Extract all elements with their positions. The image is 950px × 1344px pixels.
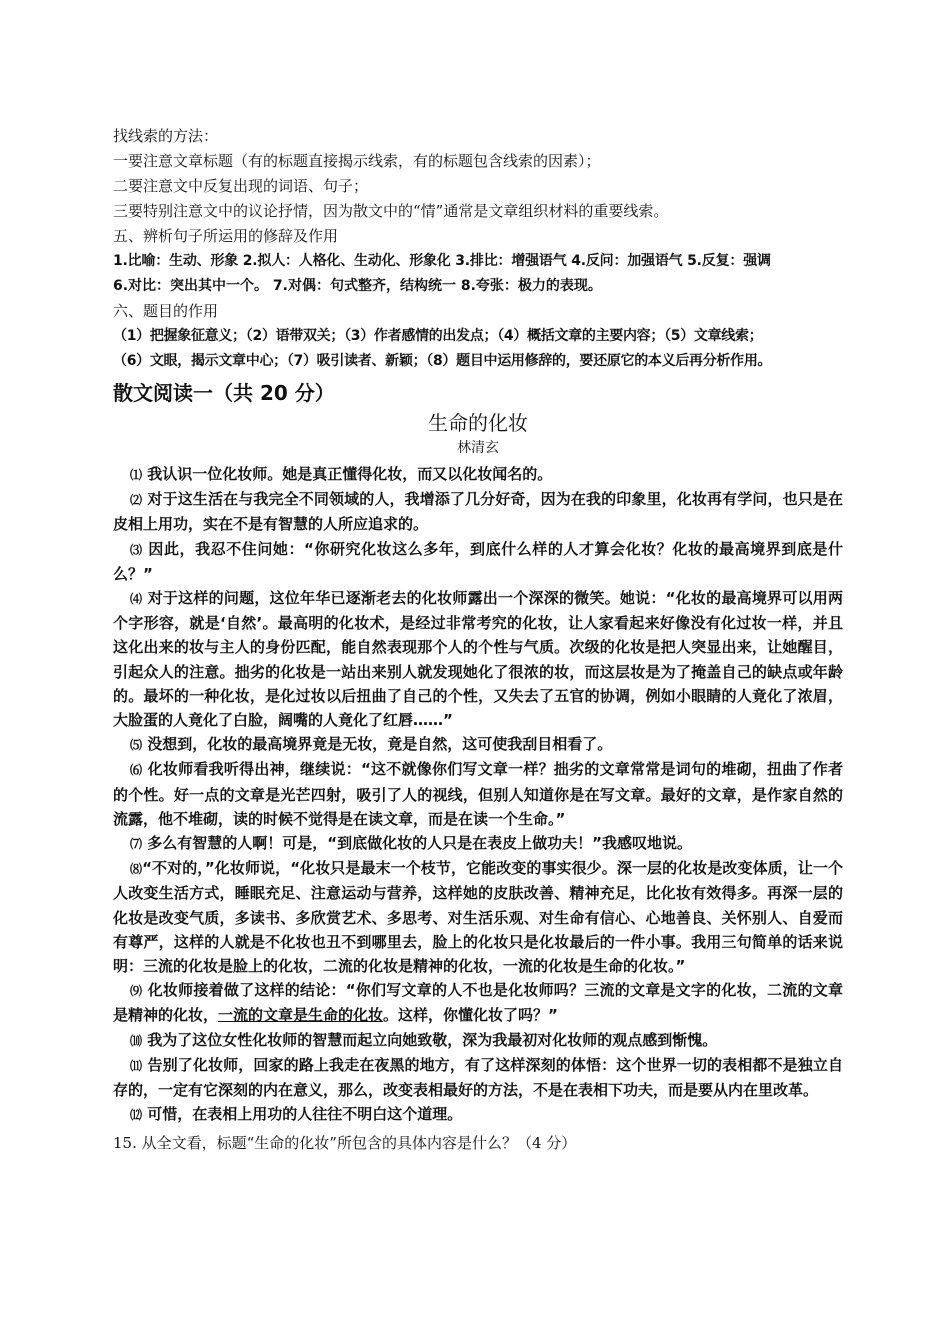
paragraph-text: 没想到，化妆的最高境界竟是无妆，竟是自然，这可使我刮目相看了。 — [147, 735, 613, 754]
essay-paragraph — [113, 487, 843, 536]
section5-line-1: 1.比喻：生动、形象 2.拟人：人格化、生动化、形象化 3.排比：增强语气 4.反问：加强语气 5.反复：强调 — [113, 253, 771, 269]
methods-line-2: 二要注意文中反复出现的词语、句子； — [113, 177, 369, 195]
paragraph-number: ⑸ — [130, 738, 143, 753]
paragraph-text: 化妆师接着做了这样的结论：“你们写文章的人不也是化妆师吗？三流的文章是文字的化妆，二流的文章是精神的化妆， — [113, 981, 843, 1025]
essay-paragraph — [113, 1028, 843, 1053]
paragraph-text: 化妆师看我听得出神，继续说：“这不就像你们写文章一样？拙劣的文章常常是词句的堆砌，扭曲了作者的个性。好一点的文章是光芒四射，吸引了人的视线，但别人知道你是在写文章。最好的文章，是作家自然的流露，他不堆砌，读的时候不觉得是在读文章，而是在读一个生命。” — [113, 760, 843, 828]
paragraph-text: 多么有智慧的人啊！可是，“到底做化妆的人只是在表皮上做功夫！”我感叹地说。 — [147, 834, 692, 853]
paragraph-text: 告别了化妆师，回家的路上我走在夜黑的地方，有了这样深刻的体悟：这个世界一切的表相都不是独立自存的，一定有它深刻的内在意义，那么，改变表相最好的方法，不是在表相下功夫，而是要从内在里改革。 — [113, 1055, 843, 1100]
question-15: 15. 从全文看，标题“生命的化妆”所包含的具体内容是什么？（4 分） — [113, 1134, 577, 1153]
essay-paragraph — [113, 1102, 843, 1127]
paragraph-text: 我为了这位女性化妆师的智慧而起立向她致敬，深为我最初对化妆师的观点感到惭愧。 — [147, 1030, 718, 1049]
section6-line-2: （6）文眼，揭示文章中心；（7）吸引读者、新颖；（8）题目中运用修辞的，要还原它的本义后再分析作用。 — [113, 353, 772, 369]
paragraph-number: ⑶ — [130, 542, 143, 557]
essay-paragraph — [113, 537, 843, 586]
underlined-sentence: 一流的文章是生命的化妆 — [218, 1006, 384, 1025]
paragraph-text: 对于这样的问题，这位年华已逐渐老去的化妆师露出一个深深的微笑。她说：“化妆的最高境界可以用两个字形容，就是‘自然’。最高明的化妆术，是经过非常考究的化妆，让人家看起来好像没有化过妆一样，并且这化出来的妆与主人的身份匹配，能自然表现那个人的个性与气质。次级的化妆是把人突显出来，让她醒目，引起众人的注意。拙劣的化妆是一站出来别人就发现她化了很浓的妆，而这层妆是为了掩盖自己的缺点或年龄的。最坏的一种化妆，是化过妆以后扭曲了自己的个性，又失去了五官的协调，例如小眼睛的人竟化了浓眉，大脸蛋的人竟化了白脸，阔嘴的人竟化了红唇……” — [113, 589, 843, 730]
methods-line-1: 一要注意文章标题（有的标题直接揭示线索，有的标题包含线索的因素）； — [113, 152, 601, 170]
paragraph-number: ⑹ — [130, 763, 143, 778]
section6-line-1: （1）把握象征意义；（2）语带双关；（3）作者感情的出发点；（4）概括文章的主要内容；（5）文章线索； — [113, 328, 763, 344]
paragraph-number: ⑴ — [130, 468, 143, 482]
document-page — [113, 124, 843, 1156]
essay-author: 林清玄 — [457, 440, 499, 456]
paragraph-text: “不对的，”化妆师说，“化妆只是最末一个枝节，它能改变的事实很少。深一层的化妆是改变体质，让一个人改变生活方式，睡眠充足、注意运动与营养，这样她的皮肤改善、精神充足，比化妆有效得多。再深一层的化妆是改变气质，多读书、多欣赏艺术、多思考、对生活乐观、对生命有信心、心地善良、关怀别人、自爱而有尊严，这样的人就是不化妆也丑不到哪里去，脸上的化妆只是化妆最后的一件小事。我用三句简单的话来说明：三流的化妆是脸上的化妆，二流的化妆是精神的化妆，一流的化妆是生命的化妆。” — [113, 859, 843, 976]
essay-paragraph — [113, 856, 843, 978]
paragraph-number: ⑺ — [130, 837, 143, 852]
paragraph-number: ⑻ — [130, 862, 143, 877]
paragraph-text: 我认识一位化妆师。她是真正懂得化妆，而又以化妆闻名的。 — [147, 465, 553, 483]
essay-paragraph — [113, 732, 843, 757]
essay-title: 生命的化妆 — [428, 411, 528, 435]
paragraph-number: ⑿ — [130, 1108, 143, 1123]
essay-body — [113, 462, 843, 1127]
paragraph-text: 对于这生活在与我完全不同领域的人，我增添了几分好奇，因为在我的印象里，化妆再有学问，也只是在皮相上用功，实在不是有智慧的人所应追求的。 — [113, 490, 843, 534]
essay-paragraph — [113, 831, 843, 856]
paragraph-number: ⑽ — [130, 1033, 143, 1048]
essay-paragraph — [113, 586, 843, 732]
essay-paragraph — [113, 757, 843, 831]
paragraph-number: ⑼ — [130, 984, 143, 999]
essay-paragraph — [113, 1053, 843, 1102]
reading-section-title: 散文阅读一（共 20 分） — [113, 381, 335, 405]
paragraph-text: 可惜，在表相上用功的人往往不明白这个道理。 — [147, 1105, 463, 1124]
section6-heading: 六、题目的作用 — [113, 302, 219, 320]
paragraph-text: 因此，我忍不住问她：“你研究化妆这么多年，到底什么样的人才算会化妆？化妆的最高境界到底是什么？” — [113, 539, 843, 583]
section5-line-2: 6.对比：突出其中一个。 7.对偶：句式整齐，结构统一 8.夸张：极力的表现。 — [113, 278, 602, 294]
methods-line-3: 三要特别注意文中的议论抒情，因为散文中的“情”通常是文章组织材料的重要线索。 — [113, 202, 669, 220]
paragraph-number: ⑵ — [130, 493, 143, 508]
paragraph-text: 。这样，你懂化妆了吗？” — [383, 1006, 558, 1025]
essay-paragraph — [113, 978, 843, 1027]
paragraph-number: ⑾ — [130, 1058, 143, 1073]
paragraph-number: ⑷ — [130, 592, 143, 607]
essay-paragraph — [113, 462, 843, 487]
section5-heading: 五、辨析句子所运用的修辞及作用 — [113, 227, 339, 245]
methods-heading: 找线索的方法： — [113, 127, 219, 145]
